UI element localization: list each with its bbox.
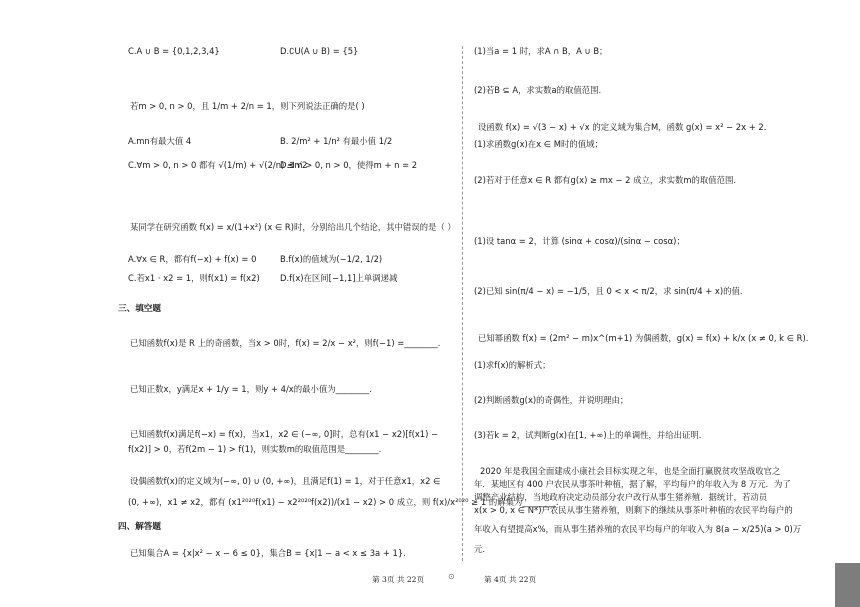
text-line: (1)当a = 1 时，求A ∩ B，A ∪ B；: [474, 46, 608, 56]
text-line: 元．: [474, 544, 491, 554]
text-line: C.A ∪ B = {0,1,2,3,4}: [128, 46, 220, 56]
page-edge-scrollbar[interactable]: [835, 563, 860, 607]
text-line: (1)求f(x)的解析式；: [474, 360, 551, 370]
text-line: B.f(x)的值域为(−1/2, 1/2): [280, 254, 383, 264]
text-line: 若m > 0, n > 0，且 1/m + 2/n = 1，则下列说法正确的是( ): [130, 101, 365, 111]
text-line: 调整产业结构，当地政府决定动员部分农户改行从事生猪养殖．据统计，若动员: [474, 492, 768, 502]
column-divider: [462, 46, 463, 561]
text-line: (2)若对于任意x ∈ R 都有g(x) ≥ mx − 2 成立，求实数m的取值范围.: [474, 175, 737, 185]
text-line: 已知集合A = {x|x² − x − 6 ≤ 0}，集合B = {x|1 − a < x ≤ 3a + 1}.: [130, 548, 406, 558]
text-line: 2020 年是我国全面建成小康社会目标实现之年，也是全面打赢脱贫攻坚战收官之: [480, 466, 781, 476]
text-line: (2)已知 sin(π/4 − x) = −1/5，且 0 < x < π/2，求 sin(π/4 + x)的值.: [474, 286, 743, 296]
text-line: D.∁U(A ∪ B) = {5}: [280, 46, 359, 56]
text-line: C.∀m > 0, n > 0 都有 √(1/m) + √(2/n) ≤ √2: [128, 160, 308, 170]
text-line: 已知函数f(x)是 R 上的奇函数，当x > 0时，f(x) = 2/x − x²，则f(−1) =________.: [130, 338, 441, 348]
text-line: (2)判断函数g(x)的奇偶性，并说明理由；: [474, 395, 629, 405]
text-line: 已知正数x，y满足x + 1/y = 1，则y + 4/x的最小值为________.: [130, 384, 372, 394]
text-line: f(x2)] > 0，若f(2m − 1) > f(1)，则实数m的取值范围是________.: [128, 444, 382, 454]
text-line: 已知幂函数 f(x) = (2m² − m)x^(m+1) 为偶函数，g(x) = f(x) + k/x (x ≠ 0, k ∈ R).: [478, 333, 809, 343]
text-line: 已知函数f(x)满足f(−x) = f(x)，当x1，x2 ∈ (−∞, 0]时，总有(x1 − x2)[f(x1) −: [130, 429, 439, 439]
section-heading: 三、填空题: [118, 304, 161, 314]
text-line: 设偶函数f(x)的定义域为(−∞, 0) ∪ (0, +∞)，且满足f(1) = 1，对于任意x1，x2 ∈: [130, 476, 441, 486]
text-line: (1)求函数g(x)在x ∈ M时的值域；: [474, 139, 603, 149]
text-line: B. 2/m² + 1/n² 有最小值 1/2: [280, 136, 393, 146]
text-line: 年收入有望提高x%，而从事生猪养殖的农民平均每户的年收入为 8(a − x/25)(a > 0)万: [474, 524, 802, 534]
text-line: D.∃m > 0, n > 0，使得m + n = 2: [280, 160, 418, 170]
page-number-left: 第 3页 共 22页: [372, 575, 425, 584]
text-line: (0, +∞)，x1 ≠ x2，都有 (x1²⁰²⁰f(x1) − x2²⁰²⁰f(x2))/(x1 − x2) > 0 成立，则 f(x)/x²⁰²⁰ ≥ 1 的解集为________.: [128, 497, 559, 507]
page-number-right: 第 4页 共 22页: [484, 575, 537, 584]
text-line: A.∀x ∈ R，都有f(−x) + f(x) = 0: [128, 254, 257, 264]
section-heading: 四、解答题: [118, 522, 161, 532]
text-line: D.f(x)在区间[−1,1]上单调递减: [280, 273, 398, 283]
text-line: (3)若k = 2，试判断g(x)在[1, +∞)上的单调性，并给出证明.: [474, 430, 702, 440]
text-line: (1)设 tanα = 2，计算 (sinα + cosα)/(sinα − cosα)；: [474, 236, 685, 246]
right-column: [472, 0, 809, 570]
text-line: C.若x1 · x2 = 1，则f(x1) = f(x2): [128, 273, 260, 283]
text-line: x(x > 0, x ∈ N*)户农民从事生猪养殖，则剩下的继续从事茶叶种植的农民平均每户的: [474, 505, 793, 515]
text-line: (2)若B ⊆ A，求实数a的取值范围.: [474, 85, 602, 95]
text-line: 年．某地区有 400 户农民从事茶叶种植，据了解，平均每户的年收入为 8 万元．为了: [474, 479, 791, 489]
text-line: A.mn有最大值 4: [128, 136, 192, 146]
text-line: 设函数 f(x) = √(3 − x) + √x 的定义域为集合M，函数 g(x) = x² − 2x + 2.: [478, 122, 767, 132]
text-line: 某同学在研究函数 f(x) = x/(1+x²) (x ∈ R)时，分别给出几个结论，其中错误的是（ ）: [130, 222, 456, 232]
fold-mark-icon: ⊙: [448, 572, 455, 581]
